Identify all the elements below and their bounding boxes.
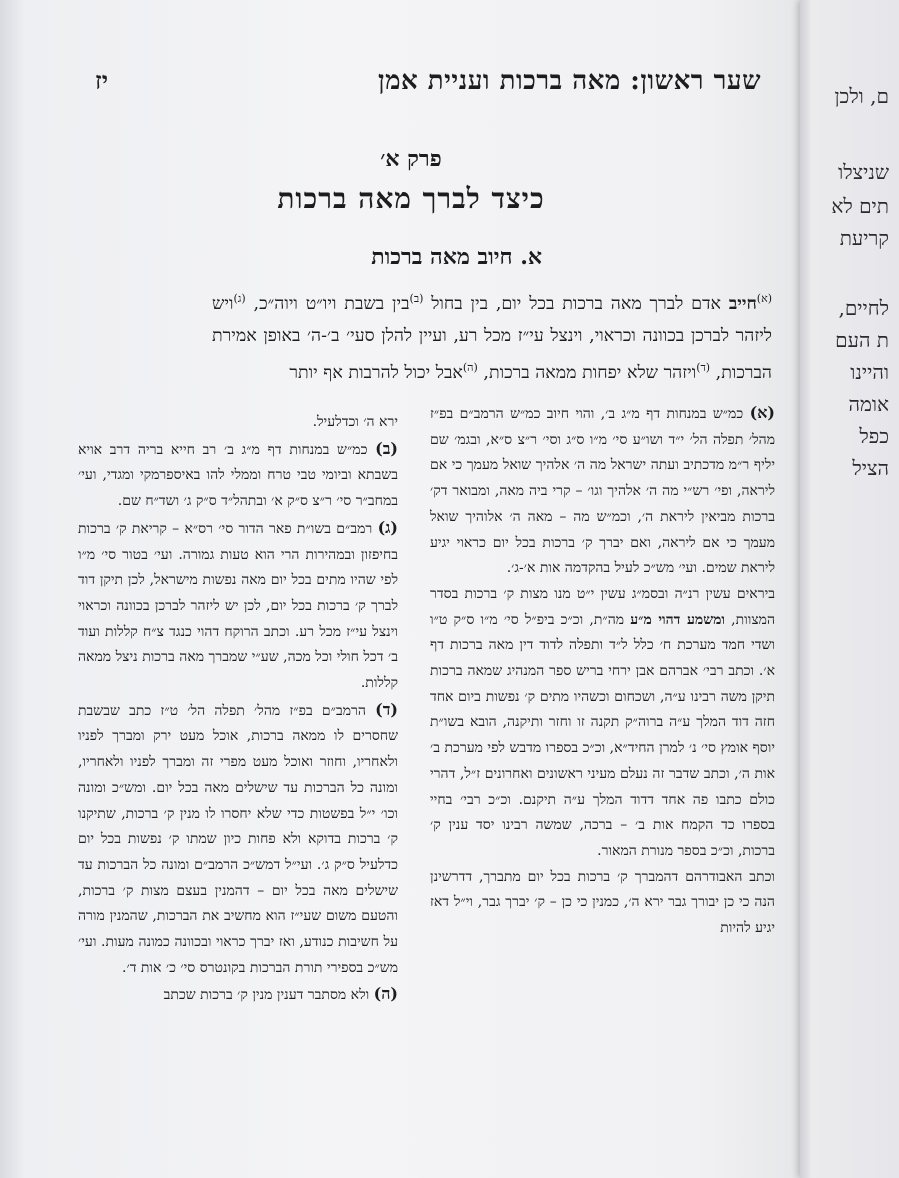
adjacent-text-fragment: שניצלו — [838, 160, 889, 184]
intro-text-5: אבל יכול להרבות אף יותר — [289, 362, 463, 383]
footnote-mark-b: (ב) — [375, 438, 398, 458]
intro-text-1: אדם לברך מאה ברכות בכל יום, בין בחול — [423, 293, 729, 314]
footnotes-left-column — [78, 410, 398, 1009]
footnote-g — [78, 515, 398, 697]
intro-paragraph — [212, 283, 772, 389]
footnote-b — [78, 436, 398, 515]
intro-lead-word: חייב — [728, 293, 757, 314]
chapter-header — [0, 146, 822, 216]
section-heading: א. חיוב מאה ברכות — [371, 244, 542, 270]
note-ref-b: (ב) — [409, 292, 424, 305]
adjacent-text-fragment: הציל — [852, 456, 889, 480]
footnote-a-cont-bold: ומשמע דהוי מ״ע — [630, 611, 725, 628]
intro-text-3: ויש ליזהר לברכן בכוונה וכראוי, וינצל עי״ז מכל רע, ועיין להלן סעי׳ ב׳-ה׳ באופן אמירת הברכות, — [212, 293, 772, 383]
note-ref-d: (ד) — [696, 360, 711, 374]
footnote-a — [430, 400, 775, 582]
adjacent-text-fragment: לחיים, — [838, 296, 889, 320]
note-ref-h: (ה) — [462, 360, 478, 374]
adjacent-text-fragment: תים לא — [831, 194, 889, 218]
footnote-a-cont-3: וכתב האבודרהם דהמברך ק׳ ברכות בכל יום מתברך, דדרשינן הנה כי כן יבורך גבר ירא ה׳, כמנין כי כן – ק׳ יברך גבר, וי״ל דאז יגיע להיות — [430, 868, 775, 937]
footnote-a-cont-1: ביראים עשין רנ״ה ובסמ״ג עשין י״ט מנו מצות ק׳ ברכות בסדר המצוות, — [430, 585, 776, 628]
footnote-d-text: הרמב״ם בפ״ז מהל׳ תפלה הל׳ ט״ז כתב שבשבת שחסרים לו ממאה ברכות, אוכל מעט ירק ומברך לפניו ולאחריו, וחוזר ואוכל מעט מפרי זה ומברך לפניו ולאחריו, ומונה כל הברכות עד שישלים מאה בכל יום. ומש״כ ומונה וכו׳ י״ל בפשטות כדי שלא יחסרו לו מנין ק׳ ברכות, שתיקנו ק׳ ברכות בדוקא ולא פחות כיון שמתו ק׳ נפשות בכל יום כדלעיל ס״ק ג׳. ועי״ל דמש״כ הרמב״ם ומונה כל הברכות עד שישלים מאה בכל יום – דהמנין בעצם מצות ק׳ ברכות, והטעם משום שעי״ז הוא מחשיב את הברכות, שהמנין מורה על חשיבות כנודע, ואז יברך כראוי ובכוונה כמונה מעות. ועי׳ מש״כ בספירי תורת הברכות בקונטרס סי׳ כ׳ אות ד׳. — [78, 702, 398, 976]
footnote-continuation: ירא ה׳ וכדלעיל. — [312, 414, 398, 430]
running-head — [95, 66, 765, 96]
adjacent-text-fragment: כפל — [859, 424, 889, 448]
adjacent-text-fragment: והיינו — [850, 360, 889, 384]
adjacent-text-fragment: ם, ולכן — [834, 84, 889, 108]
note-ref-a: (א) — [756, 292, 772, 305]
intro-text-4: ויזהר שלא יפחות ממאה ברכות, — [477, 362, 697, 383]
footnote-b-text: כמ״ש במנחות דף מ״ג ב׳ רב חייא בריה דרב אויא בשבתא וביומי טבי טרח וממלי להו באיספרמקי ומגדי, ועי׳ במחב״ר סי׳ ר״צ ס״ק א׳ ובתהל״ד ס״ק ג׳ ושד״ח שם. — [78, 441, 398, 510]
running-title: שער ראשון: מאה ברכות ועניית אמן — [377, 66, 761, 96]
footnote-h — [78, 981, 398, 1009]
page-number: יז — [95, 66, 108, 95]
adjacent-text-fragment: קריעת — [839, 226, 889, 250]
footnotes-right-column — [430, 400, 775, 942]
footnote-mark-d: (ד) — [375, 699, 398, 719]
footnote-a-text: כמ״ש במנחות דף מ״ג ב׳, והוי חיוב כמ״ש הרמב״ם בפ״ז מהל׳ תפלה הל׳ י״ד ושו״ע סי׳ מ״ו ס״ג וסי׳ ר״צ ס״א, ובגמ׳ שם יליף ר״מ מדכתיב ועתה ישראל מה ה׳ אלהיך שואל מעמך כי אם ליראה, ופי׳ רש״י מה ה׳ אלהיך וגו׳ – קרי ביה מאה, ומבואר דק׳ ברכות מביאין ליראת ה׳, וכמ״ש מה – מאה ה׳ אלוהיך שואל מעמך כי אם ליראה, ואם יברך ק׳ ברכות בכל יום כראוי יגיע ליראת שמים. ועי׳ מש״כ לעיל בהקדמה אות א׳-ג׳. — [430, 406, 775, 577]
adjacent-text-fragment: אומה — [848, 392, 889, 416]
footnote-h-text: ולא מסתבר דענין מנין ק׳ ברכות שכתב — [163, 987, 374, 1004]
chapter-title: כיצד לברך מאה ברכות — [277, 182, 545, 215]
footnote-a-cont — [430, 582, 775, 865]
adjacent-text-fragment: ת העם — [835, 328, 889, 352]
intro-text-2: בין בשבת ויו״ט ויוה״כ, — [245, 293, 410, 314]
adjacent-page-edge — [800, 0, 899, 1178]
note-ref-g: (ג) — [233, 292, 246, 305]
footnote-mark-g: (ג) — [377, 517, 398, 537]
footnote-mark-a: (א) — [749, 403, 775, 422]
footnote-mark-h: (ה) — [373, 984, 398, 1004]
chapter-label: פרק א׳ — [380, 146, 442, 172]
footnote-a-cont-2: מה״ת, וכ״כ ביפ״ל סי׳ מ״ו ס״ק ט״ו ושדי חמד מערכת ח׳ כלל ל״ד ותפלה לדוד דין מאה ברכות דף א׳. וכתב רבי׳ אברהם אבן ירחי בריש ספר המנהיג שמאה ברכות תיקן משה רבינו ע״ה, ושכחום וכשהיו מתים ק׳ נפשות ביום אחד חזה דוד המלך ע״ה ברוה״ק תקנה זו וחזר ותיקנה, הובא בשו״ת יוסף אומץ סי׳ נ׳ למרן החיד״א, וכ״כ בספרו מדבש לפי מערכת ב׳ אות ה׳, וכתב שדבר זה נעלם מעיני ראשונים ואחרונים ז״ל, דהרי כולם כתבו פה אחד דדוד המלך ע״ה תיקנם. וכ״כ רבי׳ בחיי בספרו כד הקמח אות ב׳ – ברכה, שמשה רבינו יסד ענין ק׳ ברכות, וכ״כ בספר מנורת המאור. — [430, 611, 775, 859]
footnote-d — [78, 697, 398, 982]
footnote-g-text: רמב״ם בשו״ת פאר הדור סי׳ רס״א – קריאת ק׳ ברכות בחיפזון ובמהירות הרי הוא טעות גמורה. ועי׳ בטור סי׳ מ״ו לפי שהיו מתים בכל יום מאה נפשות מישראל, לכן תיקן דוד לברך ק׳ ברכות בכל יום, לכן יש ליזהר לברכן בכוונה וכראוי וינצל עי״ז מכל רע. וכתב הרוקח דהוי כנגד צ״ח קללות ועוד ב׳ דכל חולי וכל מכה, שע״י שמברך מאה ברכות ניצל ממאה קללות. — [78, 520, 398, 692]
